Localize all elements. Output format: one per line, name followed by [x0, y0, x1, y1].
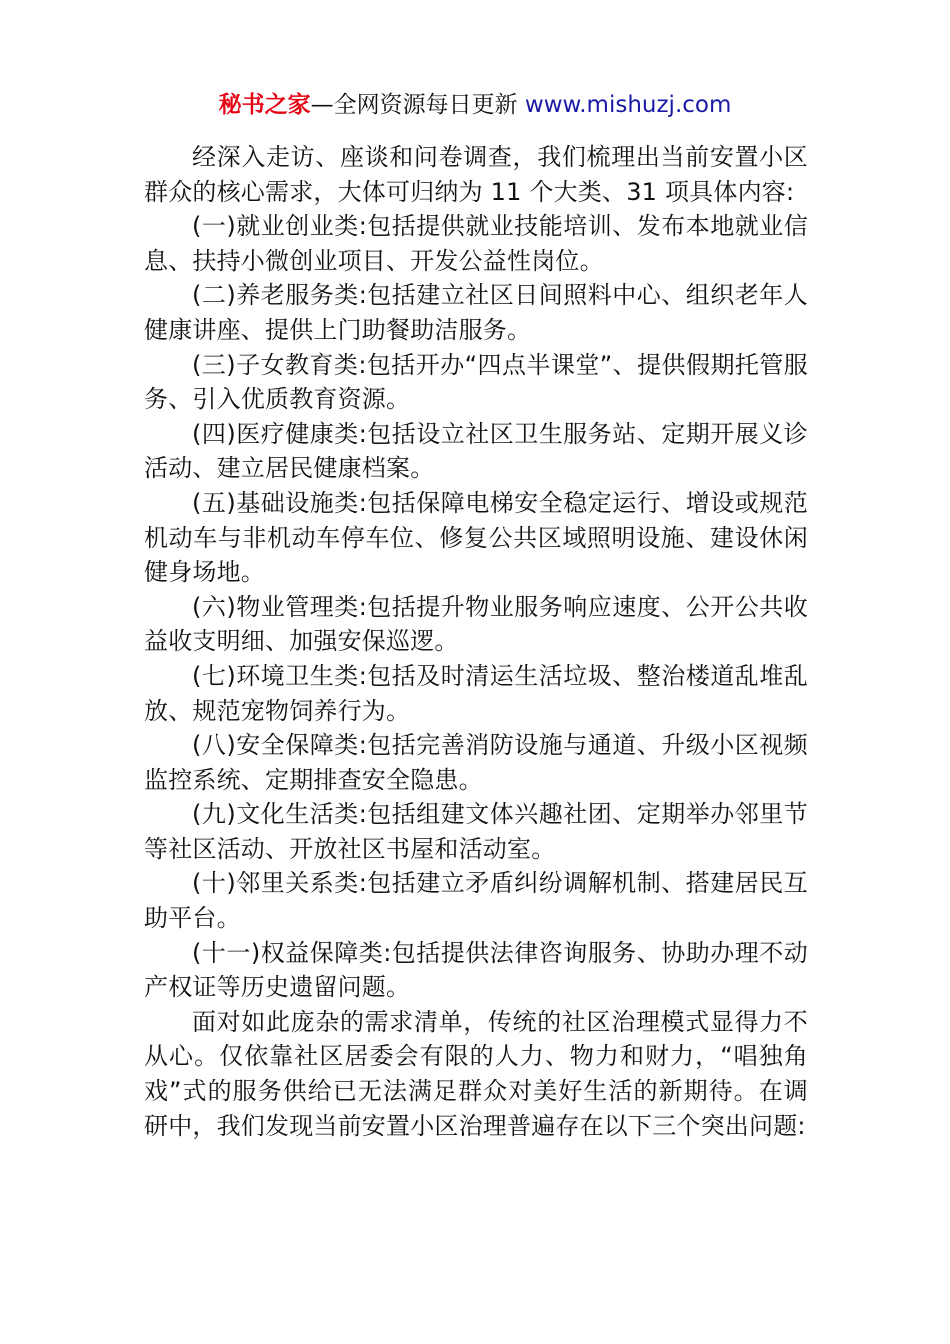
category-neighborhood: (十)邻里关系类:包括建立矛盾纠纷调解机制、搭建居民互助平台。: [144, 869, 808, 933]
site-brand: 秘书之家: [218, 92, 311, 118]
category-property-management: (六)物业管理类:包括提升物业服务响应速度、公开公共收益收支明细、加强安保巡逻。: [144, 592, 808, 656]
closing-paragraph: 面对如此庞杂的需求清单，传统的社区治理模式显得力不从心。仅依靠社区居委会有限的人力、物力和财力，“唱独角戏”式的服务供给已无法满足群众对美好生活的新期待。在调研中，我们发现当前安置小区治理普遍存在以下三个突出问题:: [144, 1007, 808, 1140]
category-safety: (八)安全保障类:包括完善消防设施与通道、升级小区视频监控系统、定期排查安全隐患。: [144, 731, 808, 794]
category-rights: (十一)权益保障类:包括提供法律咨询服务、协助办理不动产权证等历史遗留问题。: [144, 938, 808, 1002]
intro-paragraph: 经深入走访、座谈和问卷调查，我们梳理出当前安置小区群众的核心需求，大体可归纳为 11 个大类、31 项具体内容:: [144, 143, 808, 206]
category-elderly-care: (二)养老服务类:包括建立社区日间照料中心、组织老年人健康讲座、提供上门助餐助洁服务。: [144, 281, 808, 344]
category-culture: (九)文化生活类:包括组建文体兴趣社团、定期举办邻里节等社区活动、开放社区书屋和活动室。: [144, 800, 808, 863]
site-url[interactable]: www.mishuzj.com: [524, 92, 732, 118]
category-infrastructure: (五)基础设施类:包括保障电梯安全稳定运行、增设或规范机动车与非机动车停车位、修复公共区域照明设施、建设休闲健身场地。: [144, 488, 808, 587]
site-header: [0, 88, 950, 122]
document-body: [144, 140, 808, 1143]
category-health: (四)医疗健康类:包括设立社区卫生服务站、定期开展义诊活动、建立居民健康档案。: [144, 419, 808, 483]
site-tagline: —全网资源每日更新: [310, 92, 525, 118]
category-sanitation: (七)环境卫生类:包括及时清运生活垃圾、整治楼道乱堆乱放、规范宠物饲养行为。: [144, 661, 808, 725]
category-education: (三)子女教育类:包括开办“四点半课堂”、提供假期托管服务、引入优质教育资源。: [144, 350, 808, 414]
category-employment: (一)就业创业类:包括提供就业技能培训、发布本地就业信息、扶持小微创业项目、开发公益性岗位。: [144, 212, 808, 275]
